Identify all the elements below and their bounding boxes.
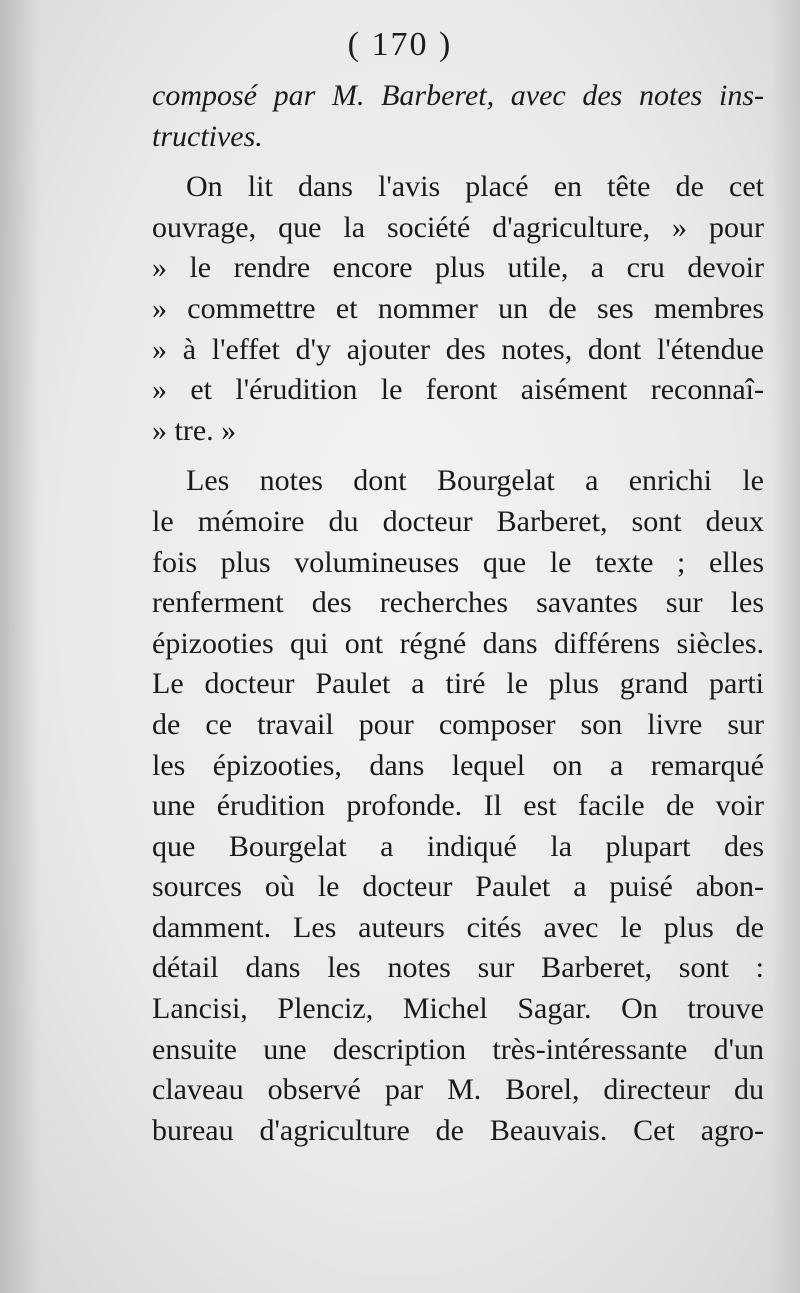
text-line: une érudition profonde. Il est facile de voir (152, 789, 764, 823)
text-line: » commettre et nommer un de ses membres (152, 291, 764, 325)
text-line: tructives. (152, 119, 263, 153)
text-line: claveau observé par M. Borel, directeur du (152, 1073, 764, 1107)
paragraph-first-line: On lit dans l'avis placé en tête de cet (186, 170, 764, 204)
text-line: ouvrage, que la société d'agriculture, » pour (152, 210, 764, 244)
text-line: de ce travail pour composer son livre sur (152, 707, 764, 741)
text-line: renferment des recherches savantes sur les (152, 586, 764, 620)
text-line: détail dans les notes sur Barberet, sont : (152, 951, 764, 985)
text-line: damment. Les auteurs cités avec le plus de (152, 910, 764, 944)
text-line: » le rendre encore plus utile, a cru devoir (152, 251, 764, 285)
text-line: » et l'érudition le feront aisément reconnaî- (152, 373, 764, 407)
text-line: sources où le docteur Paulet a puisé abon- (152, 870, 764, 904)
text-line: composé par M. Barberet, avec des notes ins- (152, 79, 764, 112)
text-line: fois plus volumineuses que le texte ; elles (152, 545, 764, 579)
text-line: que Bourgelat a indiqué la plupart des (152, 829, 764, 863)
page-number: ( 170 ) (347, 26, 453, 63)
page-shadow-left (0, 0, 40, 1293)
paragraph-first-line: Les notes dont Bourgelat a enrichi le (186, 464, 764, 498)
text-line: les épizooties, dans lequel on a remarqué (152, 748, 764, 782)
text-line: bureau d'agriculture de Beauvais. Cet agro- (152, 1113, 764, 1147)
page-shadow-right (770, 0, 800, 1293)
text-line: Le docteur Paulet a tiré le plus grand parti (152, 667, 764, 701)
text-line: épizooties qui ont régné dans différens siècles. (152, 626, 764, 660)
text-line: ensuite une description très-intéressante d'un (152, 1032, 764, 1066)
text-line: » à l'effet d'y ajouter des notes, dont l'étendue (152, 332, 764, 366)
text-line: Lancisi, Plenciz, Michel Sagar. On trouve (152, 992, 764, 1026)
text-line: » tre. » (152, 413, 237, 447)
body-text (152, 76, 764, 1151)
text-line: le mémoire du docteur Barberet, sont deux (152, 504, 764, 538)
